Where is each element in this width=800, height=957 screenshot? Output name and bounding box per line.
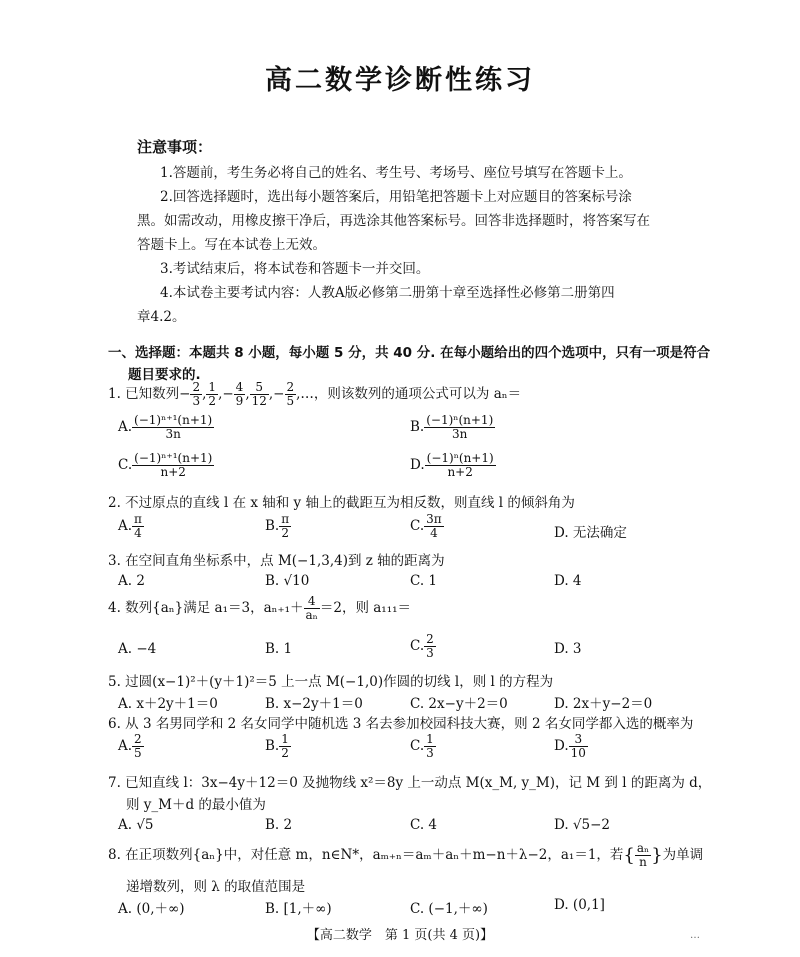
- question-4-stem: 4. 数列{aₙ}满足 a₁＝3，aₙ₊₁＋ $\frac{4}{\text{aₙ}}$ ＝2，则 a₁₁₁＝: [108, 594, 412, 623]
- notice-line-2: 2.回答选择题时，选出每小题答案后，用铅笔把答题卡上对应题目的答案标号涂: [160, 189, 632, 205]
- question-7-stem-line-1: 7. 已知直线 l：3x−4y＋12＝0 及抛物线 x²＝8y 上一动点 M(x_M, y_M)，记 M 到 l 的距离为 d，: [108, 775, 712, 791]
- q6-option-a: A. $\frac{2}{5}$: [118, 732, 142, 761]
- q1-option-b: B. $\frac{\text{(−1)ⁿ(n+1)}}{3n}$: [410, 413, 494, 442]
- q5-option-c: C. 2x−y＋2＝0: [410, 696, 508, 712]
- question-8-stem-line-2: 递增数列，则 λ 的取值范围是: [126, 879, 306, 895]
- q7-option-a: A. √5: [118, 817, 154, 833]
- q1-term-1: $\frac{2}{3}$: [192, 380, 201, 409]
- question-1-stem: 1. 已知数列− $\frac{2}{3}$ , $\frac{1}{2}$ ,− $\frac{4}{9}$ , $\frac{5}{12}$ ,− $\frac{2}{5}$ ,…，则该数列的通项公式可以为 aₙ＝: [108, 380, 522, 409]
- q1-term-2: $\frac{1}{2}$: [208, 380, 217, 409]
- q3-option-c: C. 1: [410, 573, 438, 589]
- q5-option-a: A. x＋2y＋1＝0: [118, 696, 218, 712]
- q1-term-5: $\frac{2}{5}$: [286, 380, 295, 409]
- q8-option-a: A. (0,＋∞): [118, 901, 185, 917]
- q6-option-b: B. $\frac{1}{2}$: [265, 732, 289, 761]
- q5-option-b: B. x−2y＋1＝0: [265, 696, 363, 712]
- question-2-stem: 2. 不过原点的直线 l 在 x 轴和 y 轴上的截距互为相反数，则直线 l 的倾斜角为: [108, 495, 575, 511]
- notice-line-7: 章4.2。: [137, 309, 186, 325]
- q4-option-c: C. $\frac{2}{3}$: [410, 632, 434, 661]
- question-5-stem: 5. 过圆(x−1)²＋(y＋1)²＝5 上一点 M(−1,0)作圆的切线 l，则 l 的方程为: [108, 674, 554, 690]
- corner-mark: …: [690, 930, 700, 941]
- q4-option-a: A. −4: [118, 641, 157, 657]
- q7-option-d: D. √5−2: [554, 817, 611, 833]
- question-7-stem-line-2: 则 y_M＋d 的最小值为: [126, 797, 266, 813]
- q8-option-b: B. [1,＋∞): [265, 901, 332, 917]
- q1-term-4: $\frac{5}{12}$: [251, 380, 267, 409]
- q1-term-3: $\frac{4}{9}$: [235, 380, 244, 409]
- q1-option-a: A. $\frac{\text{(−1)ⁿ⁺¹(n+1)}}{3n}$: [118, 413, 213, 442]
- q1-option-d: D. $\frac{\text{(−1)ⁿ(n+1)}}{n+2}$: [410, 451, 494, 480]
- notice-heading: 注意事项：: [137, 138, 213, 156]
- q2-option-d: D. 无法确定: [554, 525, 627, 541]
- q8-option-c: C. (−1,＋∞): [410, 901, 488, 917]
- q2-option-a: A. $\frac{\pi}{4}$: [118, 512, 142, 541]
- notice-line-3: 黑。如需改动，用橡皮擦干净后，再选涂其他答案标号。回答非选择题时，将答案写在: [137, 213, 650, 229]
- question-6-stem: 6. 从 3 名男同学和 2 名女同学中随机选 3 名去参加校园科技大赛，则 2 名女同学都入选的概率为: [108, 716, 694, 732]
- notice-line-5: 3.考试结束后，将本试卷和答题卡一并交回。: [160, 261, 430, 277]
- q4-option-b: B. 1: [265, 641, 293, 657]
- q3-option-d: D. 4: [554, 573, 582, 589]
- q3-option-b: B. √10: [265, 573, 310, 589]
- notice-line-4: 答题卡上。写在本试卷上无效。: [137, 237, 326, 253]
- q2-option-b: B. $\frac{\pi}{2}$: [265, 512, 290, 541]
- q6-option-c: C. $\frac{1}{3}$: [410, 732, 434, 761]
- q6-option-d: D. $\frac{3}{10}$: [554, 732, 586, 761]
- question-3-stem: 3. 在空间直角坐标系中，点 M(−1,3,4)到 z 轴的距离为: [108, 553, 445, 569]
- notice-line-6: 4.本试卷主要考试内容：人教A版必修第二册第十章至选择性必修第二册第四: [160, 285, 615, 301]
- page-footer: 【高二数学 第 1 页(共 4 页)】: [306, 928, 494, 943]
- q1-option-c: C. $\frac{\text{(−1)ⁿ⁺¹(n+1)}}{n+2}$: [118, 451, 213, 480]
- page-title: 高二数学诊断性练习: [265, 65, 535, 96]
- q7-option-c: C. 4: [410, 817, 438, 833]
- q4-option-d: D. 3: [554, 641, 582, 657]
- q3-option-a: A. 2: [118, 573, 145, 589]
- q2-option-c: C. $\frac{3\pi}{4}$: [410, 512, 442, 541]
- section-heading-line-2: 题目要求的.: [128, 367, 201, 383]
- section-heading-line-1: 一、选择题：本题共 8 小题，每小题 5 分，共 40 分. 在每小题给出的四个选项中，只有一项是符合: [108, 345, 711, 361]
- q8-option-d: D. (0,1]: [554, 897, 605, 913]
- q5-option-d: D. 2x＋y−2＝0: [554, 696, 653, 712]
- q7-option-b: B. 2: [265, 817, 293, 833]
- notice-line-1: 1.答题前，考生务必将自己的姓名、考生号、考场号、座位号填写在答题卡上。: [160, 165, 632, 181]
- question-8-stem-line-1: 8. 在正项数列{aₙ}中，对任意 m，n∈N*，aₘ₊ₙ＝aₘ＋aₙ＋m−n＋λ−2，a₁＝1，若{ $\frac{\text{aₙ}}{n}$ }为单调: [108, 841, 704, 870]
